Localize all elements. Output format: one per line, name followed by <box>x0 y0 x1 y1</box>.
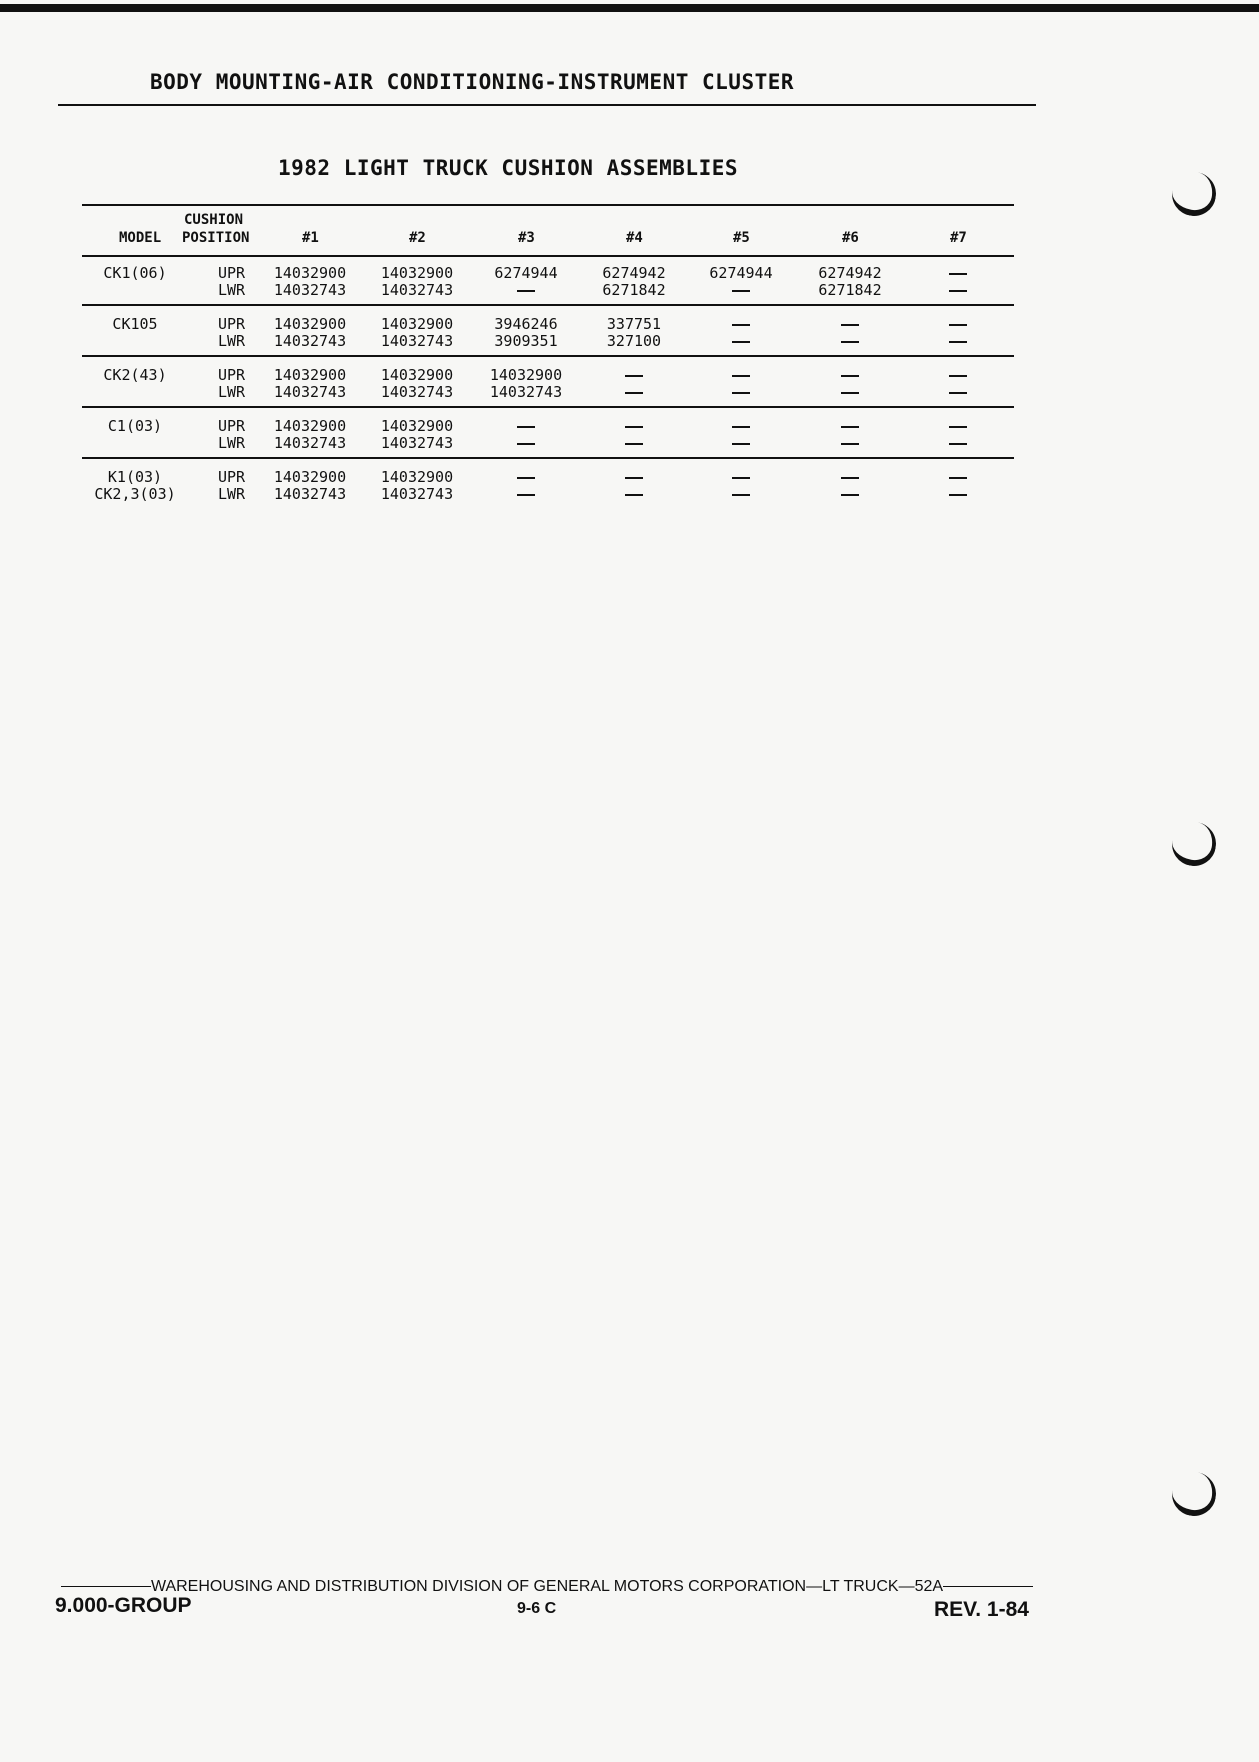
part-number-cell: 6274942 <box>602 264 666 282</box>
empty-dash <box>625 426 643 428</box>
empty-dash <box>517 443 535 445</box>
part-number-cell: 14032743 <box>273 485 347 503</box>
model-cell: C1(03) <box>107 417 163 435</box>
empty-dash <box>841 392 859 394</box>
empty-dash <box>841 375 859 377</box>
group-divider-rule <box>82 457 1014 459</box>
part-number-cell: 14032900 <box>380 468 454 486</box>
punch-hole-top <box>1169 169 1220 220</box>
header-col-6: #6 <box>842 230 859 246</box>
empty-dash <box>841 477 859 479</box>
empty-dash <box>841 324 859 326</box>
part-number-cell: 6271842 <box>818 281 882 299</box>
empty-dash <box>841 443 859 445</box>
empty-dash <box>732 375 750 377</box>
position-cell: LWR <box>218 383 246 401</box>
footer-division-line: WAREHOUSING AND DISTRIBUTION DIVISION OF GENERAL MOTORS CORPORATION—LT TRUCK—52A <box>58 1578 1036 1596</box>
empty-dash <box>625 443 643 445</box>
empty-dash <box>732 290 750 292</box>
part-number-cell: 14032743 <box>489 383 563 401</box>
empty-dash <box>949 290 967 292</box>
empty-dash <box>949 443 967 445</box>
part-number-cell: 14032743 <box>380 434 454 452</box>
empty-dash <box>841 494 859 496</box>
part-number-cell: 14032900 <box>380 315 454 333</box>
punch-hole-bottom <box>1169 1469 1220 1520</box>
header-model: MODEL <box>119 230 162 246</box>
part-number-cell: 14032743 <box>380 383 454 401</box>
part-number-cell: 14032900 <box>380 417 454 435</box>
part-number-cell: 14032743 <box>380 281 454 299</box>
header-rule <box>58 104 1036 106</box>
empty-dash <box>625 477 643 479</box>
empty-dash <box>517 494 535 496</box>
footer-group-label: 9.000-GROUP <box>55 1594 192 1617</box>
empty-dash <box>732 426 750 428</box>
empty-dash <box>949 341 967 343</box>
empty-dash <box>841 426 859 428</box>
part-number-cell: 6271842 <box>602 281 666 299</box>
empty-dash <box>732 324 750 326</box>
page-header-title: BODY MOUNTING-AIR CONDITIONING-INSTRUMENT CLUSTER <box>150 70 795 94</box>
header-col-5: #5 <box>733 230 750 246</box>
header-cushion: CUSHION <box>184 212 244 228</box>
empty-dash <box>732 392 750 394</box>
part-number-cell: 14032900 <box>273 417 347 435</box>
part-number-cell: 14032900 <box>380 366 454 384</box>
model-cell: CK2,3(03) <box>94 485 176 503</box>
part-number-cell: 14032900 <box>380 264 454 282</box>
empty-dash <box>732 477 750 479</box>
part-number-cell: 14032743 <box>273 281 347 299</box>
empty-dash <box>625 494 643 496</box>
empty-dash <box>949 375 967 377</box>
table-title: 1982 LIGHT TRUCK CUSHION ASSEMBLIES <box>278 156 739 180</box>
part-number-cell: 14032900 <box>273 366 347 384</box>
model-cell: K1(03) <box>107 468 163 486</box>
punch-hole-middle <box>1169 819 1220 870</box>
position-cell: UPR <box>218 468 246 486</box>
empty-dash <box>949 273 967 275</box>
part-number-cell: 14032900 <box>273 468 347 486</box>
header-col-7: #7 <box>950 230 967 246</box>
group-divider-rule <box>82 355 1014 357</box>
position-cell: UPR <box>218 366 246 384</box>
empty-dash <box>841 341 859 343</box>
part-number-cell: 3946246 <box>494 315 558 333</box>
position-cell: LWR <box>218 281 246 299</box>
part-number-cell: 14032743 <box>273 332 347 350</box>
position-cell: LWR <box>218 434 246 452</box>
part-number-cell: 327100 <box>606 332 662 350</box>
part-number-cell: 337751 <box>606 315 662 333</box>
part-number-cell: 14032743 <box>380 332 454 350</box>
empty-dash <box>949 324 967 326</box>
empty-dash <box>949 494 967 496</box>
footer-revision: REV. 1-84 <box>934 1598 1029 1621</box>
empty-dash <box>517 477 535 479</box>
header-col-1: #1 <box>302 230 319 246</box>
position-cell: UPR <box>218 315 246 333</box>
part-number-cell: 14032743 <box>380 485 454 503</box>
model-cell: CK1(06) <box>103 264 167 282</box>
position-cell: LWR <box>218 332 246 350</box>
footer-page-number: 9-6 C <box>517 1600 557 1617</box>
empty-dash <box>732 494 750 496</box>
part-number-cell: 6274944 <box>494 264 558 282</box>
header-position: POSITION <box>182 230 250 246</box>
part-number-cell: 6274942 <box>818 264 882 282</box>
position-cell: LWR <box>218 485 246 503</box>
model-cell: CK105 <box>112 315 158 333</box>
header-col-2: #2 <box>409 230 426 246</box>
part-number-cell: 14032900 <box>273 264 347 282</box>
group-divider-rule <box>82 406 1014 408</box>
top-border-rule <box>0 4 1259 12</box>
empty-dash <box>949 477 967 479</box>
header-col-3: #3 <box>518 230 535 246</box>
table-header-rule <box>82 255 1014 257</box>
model-cell: CK2(43) <box>103 366 167 384</box>
part-number-cell: 6274944 <box>709 264 773 282</box>
part-number-cell: 14032900 <box>489 366 563 384</box>
empty-dash <box>625 375 643 377</box>
empty-dash <box>517 290 535 292</box>
position-cell: UPR <box>218 264 246 282</box>
part-number-cell: 3909351 <box>494 332 558 350</box>
empty-dash <box>517 426 535 428</box>
empty-dash <box>949 392 967 394</box>
part-number-cell: 14032743 <box>273 434 347 452</box>
header-col-4: #4 <box>626 230 643 246</box>
table-top-rule <box>82 204 1014 206</box>
group-divider-rule <box>82 304 1014 306</box>
position-cell: UPR <box>218 417 246 435</box>
empty-dash <box>625 392 643 394</box>
empty-dash <box>732 341 750 343</box>
empty-dash <box>949 426 967 428</box>
empty-dash <box>732 443 750 445</box>
part-number-cell: 14032743 <box>273 383 347 401</box>
part-number-cell: 14032900 <box>273 315 347 333</box>
